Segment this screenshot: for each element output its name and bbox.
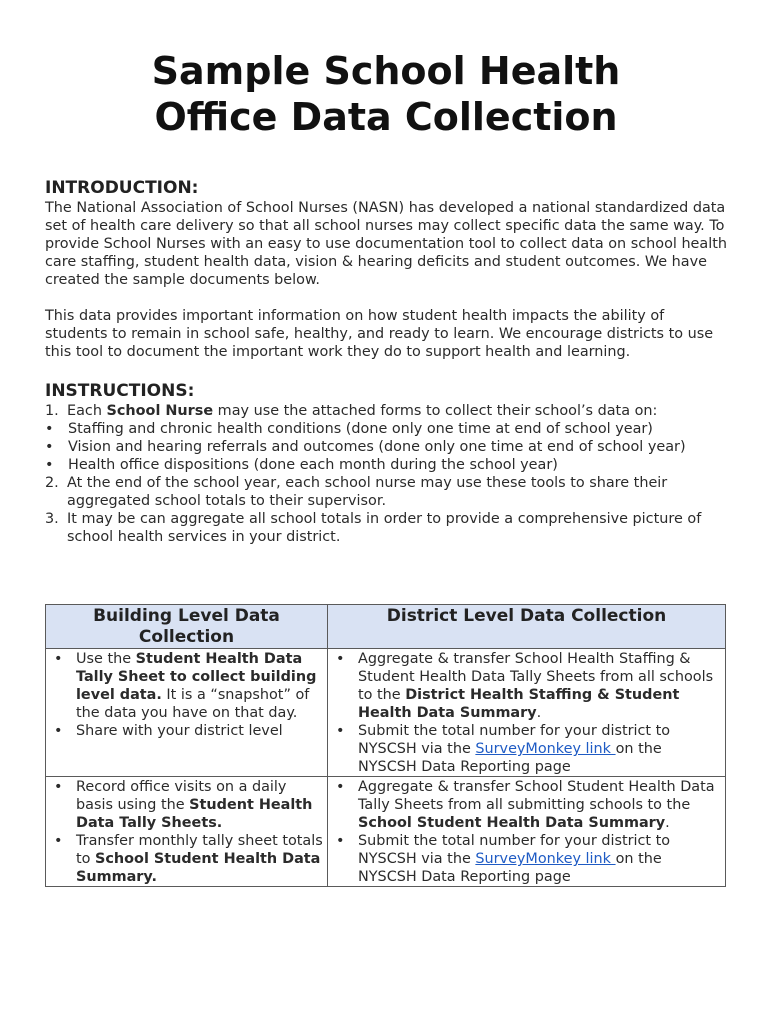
list-item	[50, 832, 323, 886]
table-row	[46, 777, 726, 887]
district-cell-row-2	[328, 777, 726, 887]
instruction-number-2: 2.	[45, 475, 59, 491]
bold-text: District Health Staffing & Student Health Data Summary	[358, 687, 680, 721]
surveymonkey-link[interactable]: SurveyMonkey link	[475, 851, 616, 867]
text-segment: .	[536, 705, 542, 721]
list-item: • Share with your district level	[50, 722, 323, 740]
table-row	[46, 649, 726, 777]
instruction-1-text-pre: Each	[67, 403, 107, 419]
introduction-paragraph-1: The National Association of School Nurses (NASN) has developed a national standardized data set of health care delivery so that all school nurses may collect specific data the same way. To provide School Nurses with an easy to use documentation tool to collect data on school health care staffing, student health data, vision & hearing deficits and student outcomes. We have created the sample documents below.	[45, 200, 727, 288]
document-page	[45, 48, 727, 546]
sublist-item: • Vision and hearing referrals and outcomes (done only one time at end of school year)	[45, 438, 727, 456]
sublist-item: • Health office dispositions (done each month during the school year)	[45, 456, 727, 474]
text-segment: Transfer monthly tally sheet totals to	[76, 833, 323, 867]
instruction-item-2	[45, 474, 727, 510]
instruction-item-1	[45, 402, 727, 420]
list-item	[332, 650, 721, 722]
title-line-2: Office Data Collection	[154, 95, 618, 139]
surveymonkey-link[interactable]: SurveyMonkey link	[475, 741, 616, 757]
header-building-level: Building Level Data Collection	[46, 605, 328, 649]
header-district-level: District Level Data Collection	[328, 605, 726, 649]
instruction-3-text: It may be can aggregate all school totals in order to provide a comprehensive picture of school health services in your district.	[67, 511, 702, 545]
data-collection-table	[45, 604, 726, 887]
bold-text: School Student Health Data Summary.	[76, 851, 321, 885]
instruction-2-text: At the end of the school year, each school nurse may use these tools to share their aggregated school totals to their supervisor.	[67, 475, 668, 509]
introduction-paragraph-2: This data provides important information on how student health impacts the ability of students to remain in school safe, healthy, and ready to learn. We encourage districts to use this tool to document the important work they do to support health and learning.	[45, 308, 714, 360]
text-segment: Record office visits on a daily basis using the	[76, 779, 287, 813]
district-cell-row-1	[328, 649, 726, 777]
text-segment: on the NYSCSH Data Reporting page	[358, 851, 662, 885]
list-item	[50, 650, 323, 722]
instruction-number-3: 3.	[45, 511, 59, 527]
instruction-1-sublist	[45, 420, 727, 474]
text-segment: It is a “snapshot” of the data you have on that day.	[76, 687, 310, 721]
bold-text: Student Health Data Tally Sheet to collect building level data.	[76, 651, 317, 703]
instructions-heading: INSTRUCTIONS:	[45, 381, 195, 401]
text-segment: on the NYSCSH Data Reporting page	[358, 741, 662, 775]
text-segment: Submit the total number for your district to NYSCSH via the	[358, 833, 671, 867]
building-cell-row-1	[46, 649, 328, 777]
list-item	[332, 778, 721, 832]
instruction-1-text-bold: School Nurse	[106, 403, 214, 419]
introduction-heading: INTRODUCTION:	[45, 178, 199, 198]
text-segment: Aggregate & transfer School Health Staffing & Student Health Data Tally Sheets from all schools to the	[358, 651, 714, 703]
text-segment: Use the	[76, 651, 136, 667]
building-cell-row-2	[46, 777, 328, 887]
instructions-list-continued	[45, 474, 727, 546]
sublist-item: • Staffing and chronic health conditions (done only one time at end of school year)	[45, 420, 727, 438]
instruction-item-3	[45, 510, 727, 546]
bold-text: School Student Health Data Summary	[358, 815, 666, 831]
instructions-list	[45, 402, 727, 420]
bold-text: Student Health Data Tally Sheets.	[76, 797, 313, 831]
text-segment: Submit the total number for your district to NYSCSH via the	[358, 723, 671, 757]
table-header-row	[46, 605, 726, 649]
instruction-number-1: 1.	[45, 403, 59, 419]
list-item	[332, 832, 721, 886]
text-segment: Aggregate & transfer School Student Health Data Tally Sheets from all submitting schools to the	[358, 779, 715, 813]
text-segment: .	[665, 815, 670, 831]
list-item	[332, 722, 721, 776]
page-title	[45, 48, 727, 140]
instruction-1-text-post: may use the attached forms to collect their school’s data on:	[213, 403, 658, 419]
list-item	[50, 778, 323, 832]
title-line-1: Sample School Health	[151, 49, 621, 93]
